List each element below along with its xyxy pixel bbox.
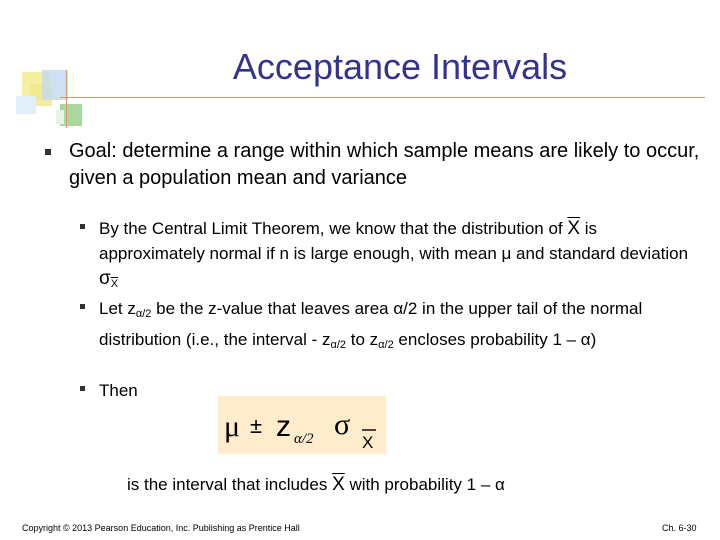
bullet-marker	[80, 386, 85, 391]
z-value-bullet	[99, 296, 699, 358]
formula-graphic	[218, 396, 386, 454]
formula-plus-minus: ±	[250, 413, 263, 438]
alpha-subscript: α/2	[378, 339, 394, 351]
formula-z: z	[276, 410, 291, 443]
interval-explanation	[127, 472, 505, 497]
goal-text: Goal: determine a range within which sample means are likely to occur, given a population mean and variance	[69, 140, 700, 189]
slide-number: Ch. 6-30	[662, 523, 697, 533]
sigma-subscript: X	[110, 278, 119, 290]
alpha-subscript: α/2	[135, 308, 152, 320]
explanation-text-start: is the interval that includes	[127, 475, 333, 494]
slide-title: Acceptance Intervals	[232, 46, 568, 87]
decorative-square-lightblue	[16, 96, 36, 114]
clt-text-start: By the Central Limit Theorem, we know that the distribution of	[99, 219, 568, 238]
decorative-square-pale	[56, 110, 64, 124]
then-bullet: Then	[99, 381, 138, 400]
explanation-text-end: with probability 1 – α	[344, 475, 505, 494]
x-bar-symbol: $\overline{X}$	[332, 474, 345, 495]
sigma-symbol: σ	[99, 268, 111, 289]
z-text-b: be the z-value that leaves area α/2 in the upper tail of the normal distribution (i.e., the interval - z	[99, 299, 643, 349]
clt-text-end: is approximately normal if n is large enough, with mean μ and standard deviation	[99, 219, 689, 263]
bullet-marker	[45, 149, 51, 155]
z-text-d: encloses probability 1 – α)	[393, 330, 597, 349]
formula-z-subscript: α/2	[294, 431, 314, 447]
formula-mu: μ	[224, 410, 241, 443]
formula-sigma: σ	[334, 408, 351, 441]
z-text-a: Let z	[99, 299, 136, 318]
bullet-marker	[80, 304, 85, 309]
z-text-c: to z	[346, 330, 379, 349]
clt-bullet	[99, 216, 699, 297]
bullet-marker	[80, 224, 85, 229]
copyright-footer: Copyright © 2013 Pearson Education, Inc. Publishing as Prentice Hall	[22, 523, 300, 533]
alpha-subscript: α/2	[330, 339, 347, 351]
acceptance-interval-formula	[218, 396, 386, 454]
x-bar-symbol: $\overline{X}$	[567, 218, 581, 239]
title-rule	[60, 97, 705, 98]
formula-sigma-subscript: X	[362, 433, 374, 452]
